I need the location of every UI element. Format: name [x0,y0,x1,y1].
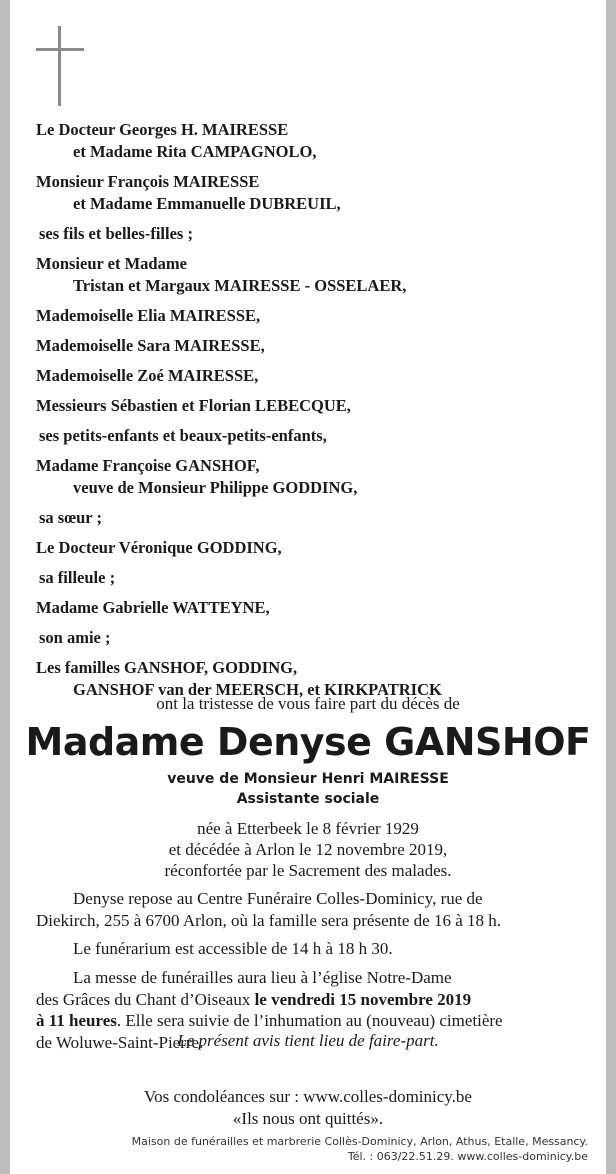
family-entry [36,253,596,297]
family-entry [36,425,596,447]
funerarium-line: Le funérarium est accessible de 14 h à 18 h 30. [73,939,393,958]
family-line: ses fils et belles-filles ; [39,224,193,243]
funeral-home-footer [132,1134,588,1164]
family-line: Monsieur et Madame [36,254,187,273]
rest-line: Denyse repose au Centre Funéraire Colles-Dominicy, rue de [73,889,483,908]
mass-date: le vendredi 15 novembre 2019 [254,989,472,1009]
condolences-subline: «Ils nous ont quittés». [232,1108,384,1128]
footer-contact: Tél. : 063/22.51.29. www.colles-dominicy.be [347,1150,588,1163]
family-line: Mademoiselle Elia MAIRESSE, [36,306,261,325]
mass-place: des Grâces du Chant d’Oiseaux [36,989,255,1009]
dates-block [10,818,606,881]
footer-line: Maison de funérailles et marbrerie Collès-Dominicy, Arlon, Athus, Etalle, Messancy. [131,1135,588,1148]
family-line: Madame Gabrielle WATTEYNE, [36,598,270,617]
family-line: Mademoiselle Sara MAIRESSE, [36,336,265,355]
condolences-block [10,1086,606,1129]
mass-line: de Woluwe-Saint-Pierre. [36,1032,204,1052]
family-entry [36,395,596,417]
notice-text: Le présent avis tient lieu de faire-part. [177,1031,439,1050]
family-line: et Madame Emmanuelle DUBREUIL, [73,194,341,213]
family-line: Mademoiselle Zoé MAIRESSE, [36,366,259,385]
family-entry [36,365,596,387]
rest-line: Diekirch, 255 à 6700 Arlon, où la famille sera présente de 16 à 18 h. [36,910,502,930]
family-entry [36,507,596,529]
mass-time: à 11 heures [36,1011,117,1030]
family-line: Monsieur François MAIRESSE [36,172,260,191]
family-line: Les familles GANSHOF, GODDING, [36,658,298,677]
birth-line: née à Etterbeek le 8 février 1929 [197,819,419,838]
sacrament-line: réconfortée par le Sacrement des malades. [164,861,452,880]
family-line: et Madame Rita CAMPAGNOLO, [73,142,317,161]
deceased-name: Madame Denyse GANSHOF [25,720,591,764]
family-line: son amie ; [39,628,111,647]
family-line: sa filleule ; [39,568,116,587]
family-line: GANSHOF van der MEERSCH, et KIRKPATRICK [73,680,442,699]
cross-icon [36,26,84,106]
condolences-line[interactable]: Vos condoléances sur : www.colles-dominicy.be [144,1087,472,1106]
family-entry [36,455,596,499]
announcement-text: ont la tristesse de vous faire part du décès de [156,694,460,713]
mass-line [36,1010,596,1032]
burial-text: . Elle sera suivie de l’inhumation au (nouveau) cimetière [116,1011,503,1030]
family-entry [36,223,596,245]
family-line: Madame Françoise GANSHOF, [36,456,260,475]
family-line: sa sœur ; [39,508,102,527]
mass-line [36,989,596,1011]
family-line: veuve de Monsieur Philippe GODDING, [73,478,358,497]
family-line: Messieurs Sébastien et Florian LEBECQUE, [36,396,351,415]
family-line: Le Docteur Georges H. MAIRESSE [36,120,289,139]
family-line: ses petits-enfants et beaux-petits-enfants, [39,426,327,445]
family-list [36,119,596,709]
widow-of-text: veuve de Monsieur Henri MAIRESSE [167,771,449,787]
family-entry [36,627,596,649]
rest-paragraph [36,888,596,931]
family-entry [36,335,596,357]
family-entry [36,567,596,589]
family-entry [36,119,596,163]
profession-text: Assistante sociale [236,791,380,807]
family-entry [36,537,596,559]
family-line: Tristan et Margaux MAIRESSE - OSSELAER, [73,276,407,295]
family-entry [36,597,596,619]
obituary-page [10,0,606,1174]
family-line: Le Docteur Véronique GODDING, [36,538,282,557]
mass-line: La messe de funérailles aura lieu à l’église Notre-Dame [73,968,452,987]
family-entry [36,305,596,327]
funerarium-paragraph [36,938,596,960]
family-entry [36,171,596,215]
death-line: et décédée à Arlon le 12 novembre 2019, [168,840,448,859]
